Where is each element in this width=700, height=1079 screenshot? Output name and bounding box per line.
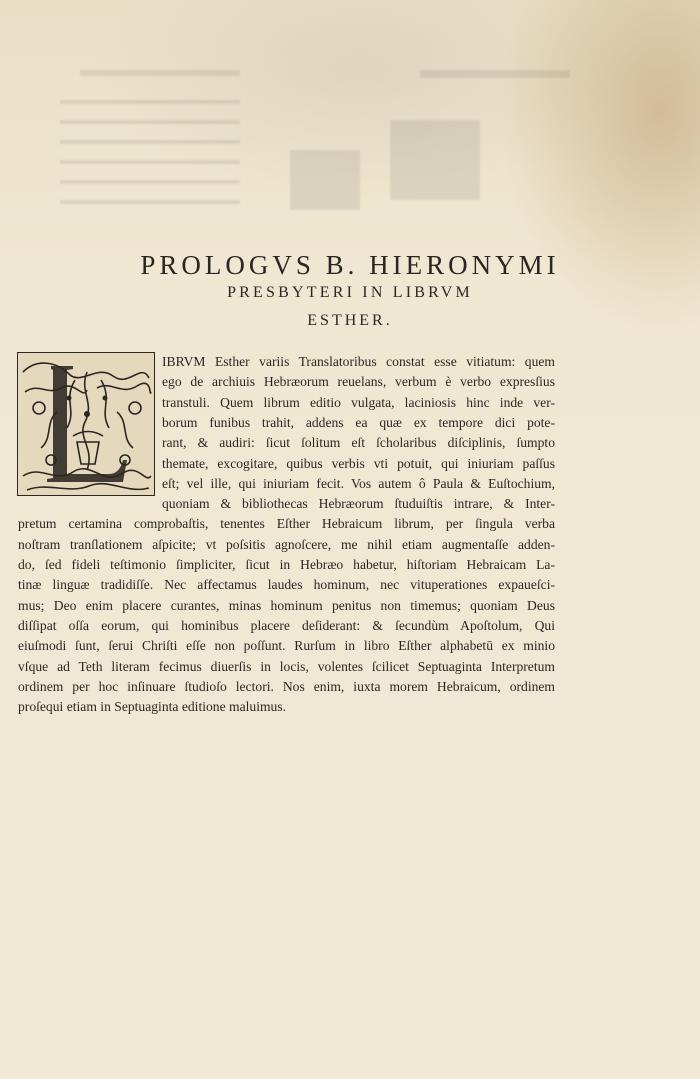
text-line: eſt; vel ille, qui iniuriam fecit. Vos autem ô Paula & Euſtochium,	[162, 475, 555, 491]
text-line: ordinem per hoc inſinuare ſtudioſo lectori. Nos enim, iuxta morem Hebraicum, ordinem	[18, 678, 555, 694]
text-line: rant, & audiri: ſicut ſolitum eſt ſcholaribus diſciplinis, ſumpto	[162, 435, 555, 451]
text-line: pretum certamina comprobaſtis, tenentes Eſther Hebraicum librum, per ſingula verba	[18, 516, 555, 532]
text-line: diſſipat oſſa eorum, qui hominibus placere deſiderant: & ſecundùm Apoſtolum, Qui	[18, 617, 555, 633]
ornamental-initial-l-icon	[17, 352, 155, 496]
text-line: vſque ad Teth literam fecimus diuerſis in locis, volentes ſcilicet Septuaginta Interpretum	[18, 658, 555, 674]
bleed-through-from-reverse	[40, 30, 600, 250]
text-line: quoniam & bibliothecas Hebræorum ſtuduiſtis intrare, & Inter-	[162, 496, 555, 512]
text-line: IBRVM Esther variis Translatoribus constat esse vitiatum: quem	[162, 354, 555, 369]
text-line: themate, excogitare, quibus verbis vti potuit, qui iniuriam paſſus	[162, 455, 555, 471]
text-line: tinæ linguæ tradidiſſe. Nec affectamus laudes hominum, nec vituperationes expaueſci-	[18, 577, 555, 593]
text-line: eiuſmodi ſunt, ſerui Chriſti eſſe non poſſunt. Rurſum in libro Eſther alphabetū ex minio	[18, 638, 555, 654]
prologue-title: PROLOGVS B. HIERONYMI	[140, 250, 560, 280]
text-line: ego de archiuis Hebræorum reuelans, verbum è verbo expresſius	[162, 374, 555, 390]
prologue-book-name: ESTHER.	[307, 312, 393, 329]
text-line: borum funibus trahit, addens ea quæ ex tempore dici pote-	[162, 414, 555, 430]
text-line: do, ſed fideli teſtimonio ſimpliciter, ſicut in Hebræo habetur, hiſtoriam Hebraicam La-	[18, 557, 555, 572]
text-line: transtuli. Quem librum editio vulgata, laciniosis hinc inde ver-	[162, 394, 555, 410]
text-line: mus; Deo enim placere curantes, minas hominum penitus non timemus; quoniam Deus	[18, 597, 555, 613]
text-line-last: proſequi etiam in Septuaginta editione maluimus.	[18, 699, 287, 715]
prologue-subtitle: PRESBYTERI IN LIBRVM	[227, 284, 473, 301]
text-line: noſtram tranſlationem aſpicite; vt poſsitis agnoſcere, me nihil etiam augmentaſſe adden-	[18, 536, 555, 552]
decorated-initial-letter	[17, 352, 155, 496]
